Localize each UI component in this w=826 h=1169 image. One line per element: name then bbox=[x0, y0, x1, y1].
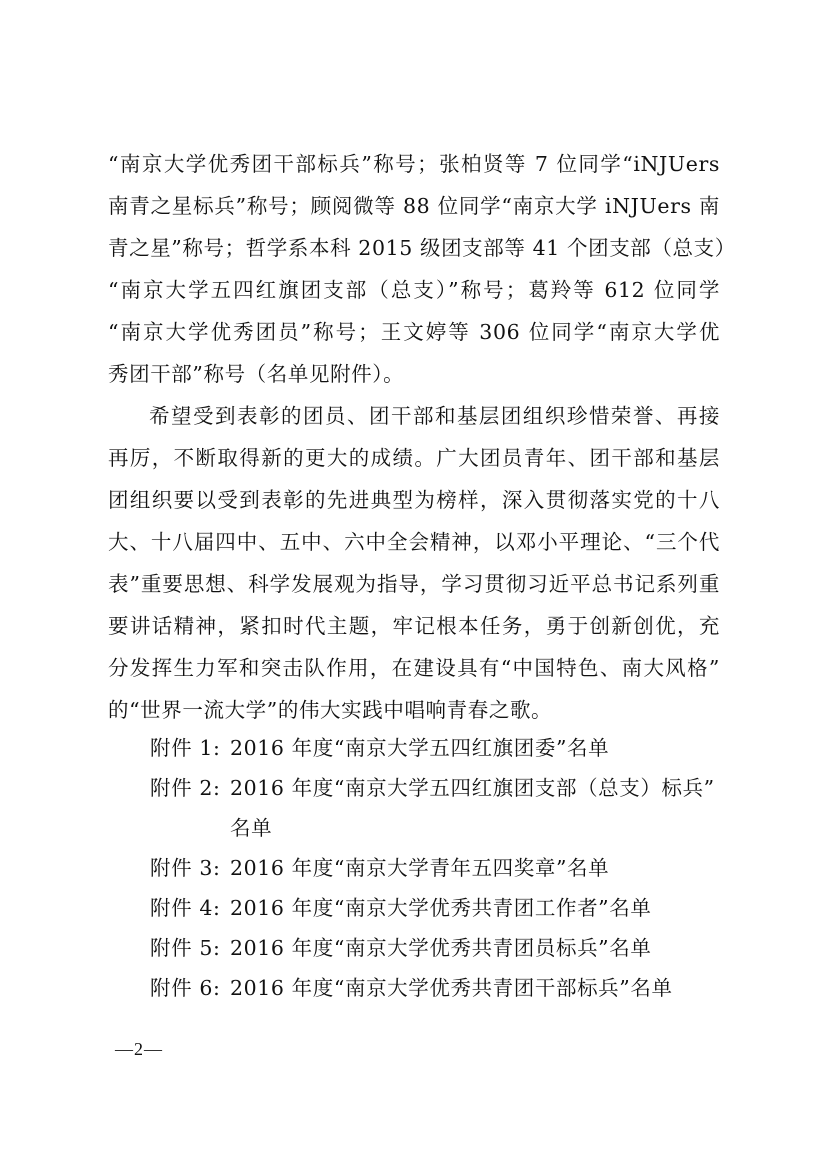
page-number: —2— bbox=[115, 1039, 163, 1059]
attachment-item bbox=[150, 888, 730, 928]
attachment-label: 附件 2: bbox=[150, 776, 221, 800]
text-line: 团组织要以受到表彰的先进典型为榜样，深入贯彻落实党的十八 bbox=[108, 488, 720, 512]
commendation-paragraph bbox=[108, 143, 736, 395]
text-line: 秀团干部”称号（名单见附件）。 bbox=[108, 362, 405, 386]
attachment-label: 附件 6: bbox=[150, 976, 221, 1000]
text-line: 青之星”称号；哲学系本科 2015 级团支部等 41 个团支部（总支） bbox=[108, 236, 736, 260]
text-line: 要讲话精神，紧扣时代主题，牢记根本任务，勇于创新创优，充 bbox=[108, 614, 720, 638]
text-line: 的“世界一流大学”的伟大实践中唱响青春之歌。 bbox=[108, 698, 553, 722]
attachment-title: 2016 年度“南京大学优秀共青团工作者”名单 bbox=[230, 896, 652, 920]
attachment-item bbox=[150, 848, 730, 888]
attachment-list bbox=[150, 728, 730, 1008]
attachment-title: 2016 年度“南京大学优秀共青团干部标兵”名单 bbox=[230, 976, 673, 1000]
attachment-label: 附件 3: bbox=[150, 856, 221, 880]
text-line: 再厉，不断取得新的更大的成绩。广大团员青年、团干部和基层 bbox=[108, 446, 720, 470]
attachment-item bbox=[150, 728, 730, 768]
attachment-item bbox=[150, 968, 730, 1008]
text-line: 大、十八届四中、五中、六中全会精神，以邓小平理论、“三个代 bbox=[108, 530, 720, 554]
attachment-label: 附件 5: bbox=[150, 936, 221, 960]
text-line: 希望受到表彰的团员、团干部和基层团组织珍惜荣誉、再接 bbox=[149, 404, 720, 428]
text-line: 南青之星标兵”称号；顾阅微等 88 位同学“南京大学 iNJUers 南 bbox=[108, 194, 720, 218]
attachment-item bbox=[150, 928, 730, 968]
text-line: 分发挥生力军和突击队作用，在建设具有“中国特色、南大风格” bbox=[108, 656, 720, 680]
text-line: “南京大学优秀团员”称号；王文婷等 306 位同学“南京大学优 bbox=[108, 320, 720, 344]
encouragement-paragraph bbox=[108, 395, 720, 731]
attachment-label: 附件 1: bbox=[150, 736, 221, 760]
attachment-title: 2016 年度“南京大学青年五四奖章”名单 bbox=[230, 856, 610, 880]
text-line: “南京大学优秀团干部标兵”称号；张柏贤等 7 位同学“iNJUers bbox=[108, 152, 720, 176]
attachment-title-continuation: 名单 bbox=[230, 816, 273, 840]
attachment-label: 附件 4: bbox=[150, 896, 221, 920]
text-line: 表”重要思想、科学发展观为指导，学习贯彻习近平总书记系列重 bbox=[108, 572, 720, 596]
attachment-item bbox=[150, 768, 730, 808]
body-text bbox=[108, 143, 736, 731]
attachment-title: 2016 年度“南京大学优秀共青团员标兵”名单 bbox=[230, 936, 652, 960]
attachment-title: 2016 年度“南京大学五四红旗团支部（总支）标兵” bbox=[230, 776, 715, 800]
attachment-title: 2016 年度“南京大学五四红旗团委”名单 bbox=[230, 736, 610, 760]
text-line: “南京大学五四红旗团支部（总支）”称号；葛羚等 612 位同学 bbox=[108, 278, 720, 302]
